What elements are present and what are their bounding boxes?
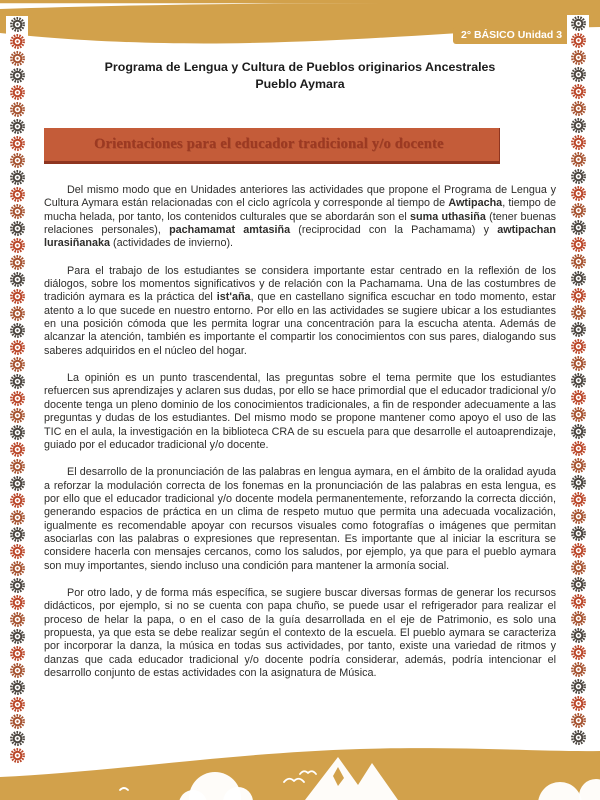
textile-ring-icon (570, 457, 587, 474)
textile-ring-icon (570, 236, 587, 253)
footer-landscape-graphic (0, 736, 600, 800)
textile-ring-icon (9, 84, 26, 101)
textile-ring-icon (9, 101, 26, 118)
textile-ring-icon (9, 288, 26, 305)
textile-ring-icon (9, 220, 26, 237)
textile-ring-icon (9, 645, 26, 662)
textile-ring-icon (570, 304, 587, 321)
textile-ring-icon (9, 458, 26, 475)
textile-ring-icon (570, 593, 587, 610)
textile-ring-icon (570, 287, 587, 304)
textile-ring-icon (570, 151, 587, 168)
textile-ring-icon (570, 355, 587, 372)
textile-ring-icon (9, 475, 26, 492)
textile-ring-icon (9, 747, 26, 764)
textile-ring-icon (570, 508, 587, 525)
textile-ring-icon (570, 372, 587, 389)
textile-ring-icon (9, 271, 26, 288)
section-banner-title: Orientaciones para el educador tradicional y/o docente (94, 136, 444, 152)
textile-ring-icon (570, 32, 587, 49)
textile-ring-icon (570, 729, 587, 746)
textile-ring-icon (9, 662, 26, 679)
textile-ring-icon (570, 610, 587, 627)
textile-ring-icon (570, 202, 587, 219)
textile-ring-icon (9, 509, 26, 526)
textile-ring-icon (9, 696, 26, 713)
textile-ring-icon (570, 49, 587, 66)
textile-ring-icon (9, 203, 26, 220)
textile-ring-icon (9, 577, 26, 594)
textile-ring-icon (570, 389, 587, 406)
textile-ring-icon (9, 152, 26, 169)
right-ornament-border (567, 15, 589, 746)
textile-ring-icon (570, 661, 587, 678)
textile-ring-icon (9, 611, 26, 628)
textile-ring-icon (9, 560, 26, 577)
textile-ring-icon (570, 491, 587, 508)
textile-ring-icon (570, 474, 587, 491)
textile-ring-icon (9, 713, 26, 730)
textile-ring-icon (9, 526, 26, 543)
textile-ring-icon (9, 135, 26, 152)
textile-ring-icon (9, 594, 26, 611)
textile-ring-icon (570, 440, 587, 457)
textile-ring-icon (570, 542, 587, 559)
page-title-line2: Pueblo Aymara (255, 77, 345, 91)
section-banner (44, 128, 500, 164)
textile-ring-icon (9, 373, 26, 390)
textile-ring-icon (9, 679, 26, 696)
textile-ring-icon (9, 50, 26, 67)
textile-ring-icon (9, 322, 26, 339)
textile-ring-icon (570, 678, 587, 695)
textile-ring-icon (9, 16, 26, 33)
textile-ring-icon (9, 543, 26, 560)
paragraph: Del mismo modo que en Unidades anteriores las actividades que propone el Programa de Lengua y Cultura Aymara están relacionadas con el ciclo agrícola y corresponde al tiempo de Awtipacha, tiempo de mucha helada, por tanto, los contenidos culturales que se abordarán son el suma uthasiña (tener buenas relaciones personales), pachamamat amtasiña (reciprocidad con la Pachamama) y awtipachan lurasiñanaka (actividades de invierno). (44, 184, 556, 250)
unit-badge: 2° BÁSICO Unidad 3 (453, 27, 570, 44)
textile-ring-icon (9, 424, 26, 441)
textile-ring-icon (570, 253, 587, 270)
textile-ring-icon (9, 169, 26, 186)
paragraph: Para el trabajo de los estudiantes se considera importante estar centrado en la reflexión de los diálogos, sobre los momentos significativos y de relación con la Pachamama. Una de las costumbres de tradición aymara es la práctica del ist'aña, que en castellano significa escuchar en todo momento, estar atento a lo que sucede en nuestro entorno. Por ello en las actividades se sugiere ubicar a los estudiantes en una posición cómoda que les permita lograr una concentración para la escucha atenta. Además de alcanzar la atención, también es importante el compartir los conocimientos con sus pares, dialogando sus saberes adquiridos en el núcleo del hogar. (44, 264, 556, 357)
textile-ring-icon (570, 321, 587, 338)
textile-ring-icon (9, 33, 26, 50)
paragraph: El desarrollo de la pronunciación de las palabras en lengua aymara, en el ámbito de la oralidad ayuda a reforzar la modulación correcta de los fonemas en la pronunciación de las palabras en esta lengua, es por ello que el educador tradicional y/o docente modela permanentemente, reforzando la correcta dicción, generando espacios de práctica en un clima de respeto mutuo que permita una adecuada vocalización, igualmente es recomendable apoyar con recursos visuales como fotografías o imágenes que permitan asociarlas con las palabras o expresiones que representan. Es importante que al iniciar la escritura se considere hacerla con mensajes cercanos, como los saludos, por ejemplo, ya que para el pueblo aymara son muy importantes, siendo incluso una condición para mantener la armonía social. (44, 466, 556, 572)
textile-ring-icon (570, 15, 587, 32)
textile-ring-icon (570, 117, 587, 134)
textile-ring-icon (9, 305, 26, 322)
textile-ring-icon (570, 83, 587, 100)
textile-ring-icon (9, 339, 26, 356)
textile-ring-icon (570, 627, 587, 644)
textile-ring-icon (570, 100, 587, 117)
textile-ring-icon (9, 441, 26, 458)
content-area (44, 0, 556, 694)
textile-ring-icon (9, 67, 26, 84)
textile-ring-icon (570, 270, 587, 287)
textile-ring-icon (570, 219, 587, 236)
textile-ring-icon (9, 118, 26, 135)
page-title-line1: Programa de Lengua y Cultura de Pueblos originarios Ancestrales (104, 60, 496, 74)
page-title (44, 59, 556, 93)
textile-ring-icon (570, 406, 587, 423)
textile-ring-icon (9, 628, 26, 645)
textile-ring-icon (9, 390, 26, 407)
textile-ring-icon (9, 237, 26, 254)
textile-ring-icon (570, 712, 587, 729)
textile-ring-icon (570, 423, 587, 440)
paragraph: La opinión es un punto trascendental, las preguntas sobre el tema permite que los estudiantes refuercen sus aprendizajes y aclaren sus dudas, por ello se hace primordial que el educador tradicional y/o docente tenga un pleno dominio de los conocimientos tradicionales, a fin de responder adecuamente a las preguntas y dudas de los estudiantes. Del mismo modo se propone mantener como apoyo el uso de las TIC en el aula, la investigación en la biblioteca CRA de su escuela para que desarrolle el autoaprendizaje, guiado por el educador tradicional y/o docente. (44, 372, 556, 451)
textile-ring-icon (570, 338, 587, 355)
textile-ring-icon (570, 695, 587, 712)
textile-ring-icon (570, 185, 587, 202)
paragraphs (44, 184, 556, 680)
textile-ring-icon (570, 66, 587, 83)
paragraph: Por otro lado, y de forma más específica, se sugiere buscar diversas formas de generar los recursos didácticos, por ejemplo, si no se cuenta con papa chuño, se puede usar el refrigerador para realizar el proceso de helar la papa, o en el caso de la guía desarrollada en el eje de Patrimonio, es solo una propuesta, ya que esta se debe realizar según el contexto de la escuela. El pueblo aymara se caracteriza por incorporar la danza, la música en todas sus actividades, por tanto, existe una variedad de ritmos y danzas que cada educador tradicional y/o docente podría considerar, además, podría intencionar el desarrollo conjunto de estas actividades con la asignatura de Música. (44, 586, 556, 679)
textile-ring-icon (9, 186, 26, 203)
textile-ring-icon (570, 644, 587, 661)
textile-ring-icon (570, 134, 587, 151)
textile-ring-icon (9, 254, 26, 271)
textile-ring-icon (570, 525, 587, 542)
textile-ring-icon (570, 168, 587, 185)
textile-ring-icon (9, 492, 26, 509)
textile-ring-icon (570, 559, 587, 576)
textile-ring-icon (9, 407, 26, 424)
left-ornament-border (6, 16, 28, 764)
textile-ring-icon (9, 356, 26, 373)
textile-ring-icon (570, 576, 587, 593)
textile-ring-icon (9, 730, 26, 747)
